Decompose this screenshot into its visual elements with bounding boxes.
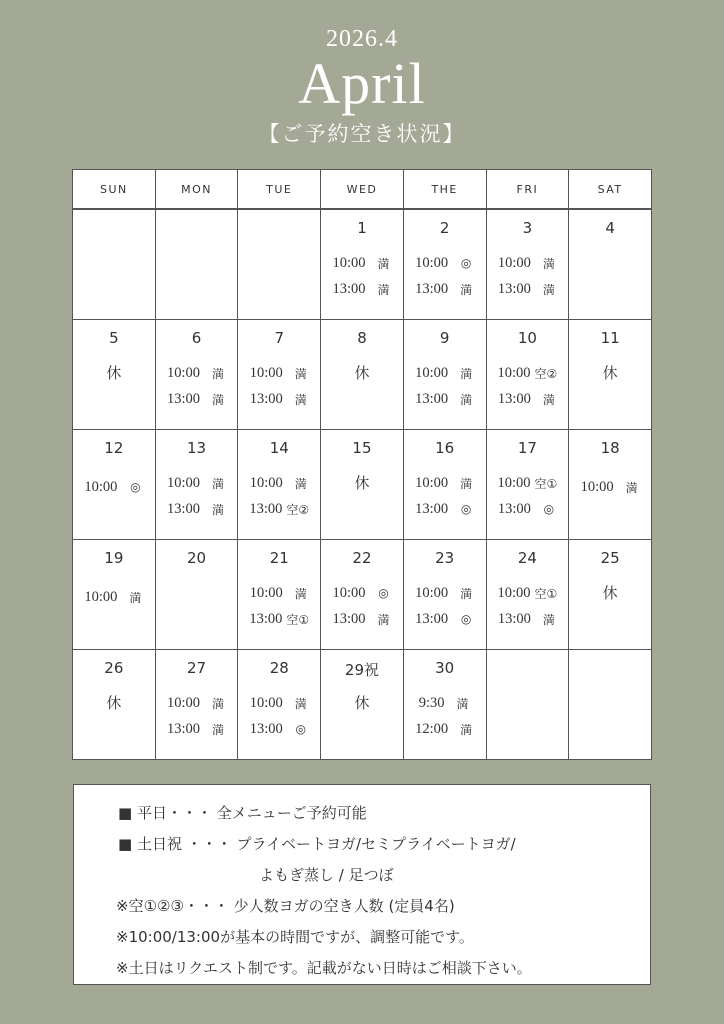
calendar-week-row xyxy=(73,209,652,320)
slot-time: 10:00 xyxy=(249,584,283,601)
time-slot xyxy=(73,584,155,610)
calendar-day-cell xyxy=(238,540,321,650)
day-number: 20 xyxy=(187,549,207,567)
slot-time: 10:00 xyxy=(167,694,201,711)
slot-status: 空② xyxy=(534,366,558,381)
slot-status: 満 xyxy=(212,502,225,517)
time-slot-list xyxy=(238,470,320,522)
slot-status: 空① xyxy=(534,476,558,491)
time-slot xyxy=(404,386,486,412)
calendar-day-cell xyxy=(569,540,652,650)
slot-status: 満 xyxy=(294,366,307,381)
slot-status: 空② xyxy=(286,502,310,517)
month-title: April xyxy=(298,51,426,116)
slot-status: 満 xyxy=(460,476,473,491)
slot-status: ◎ xyxy=(460,612,472,626)
year-label: 2026.4 xyxy=(326,26,398,52)
time-slot xyxy=(487,276,569,302)
day-number: 15 xyxy=(352,439,372,457)
slot-time: 13:00 xyxy=(332,280,366,297)
slot-time: 10:00 xyxy=(415,584,449,601)
day-number: 14 xyxy=(269,439,289,457)
slot-status: 満 xyxy=(377,282,390,297)
day-number: 25 xyxy=(600,549,620,567)
slot-time: 13:00 xyxy=(497,610,531,627)
calendar-day-cell xyxy=(155,430,238,540)
time-slot-list xyxy=(156,470,238,522)
day-number: 6 xyxy=(191,329,202,347)
slot-time: 10:00 xyxy=(497,474,531,491)
slot-time: 13:00 xyxy=(497,280,531,297)
slot-status: 満 xyxy=(294,696,307,711)
day-number: 11 xyxy=(600,329,620,347)
calendar-day-cell xyxy=(155,320,238,430)
time-slot-list xyxy=(569,474,651,500)
calendar-week-row xyxy=(73,320,652,430)
slot-time: 10:00 xyxy=(415,364,449,381)
slot-status: 満 xyxy=(212,392,225,407)
day-number: 28 xyxy=(269,659,289,677)
time-slot xyxy=(487,470,569,496)
availability-subtitle: 【ご予約空き状況】 xyxy=(258,122,466,146)
slot-time: 10:00 xyxy=(84,478,118,495)
calendar-week-row xyxy=(73,430,652,540)
calendar-week-row xyxy=(73,540,652,650)
slot-time: 13:00 xyxy=(249,390,283,407)
slot-status: 満 xyxy=(212,722,225,737)
calendar-day-cell xyxy=(155,209,238,320)
slot-status: 満 xyxy=(542,392,555,407)
slot-time: 13:00 xyxy=(497,390,531,407)
slot-time: 10:00 xyxy=(249,474,283,491)
slot-time: 13:00 xyxy=(167,500,201,517)
time-slot xyxy=(404,690,486,716)
time-slot xyxy=(321,250,403,276)
slot-status: 満 xyxy=(460,282,473,297)
calendar-day-cell xyxy=(73,209,156,320)
calendar-day-cell xyxy=(486,540,569,650)
time-slot xyxy=(156,386,238,412)
day-number: 13 xyxy=(187,439,207,457)
time-slot-list xyxy=(487,580,569,632)
time-slot xyxy=(404,496,486,522)
time-slot xyxy=(238,496,320,522)
time-slot-list xyxy=(404,470,486,522)
slot-status: 空① xyxy=(534,586,558,601)
slot-time: 10:00 xyxy=(167,474,201,491)
slot-status: 空① xyxy=(286,612,310,627)
time-slot xyxy=(238,716,320,742)
slot-time: 9:30 xyxy=(418,694,445,711)
slot-status: 満 xyxy=(460,392,473,407)
time-slot-list xyxy=(487,360,569,412)
time-slot xyxy=(487,580,569,606)
weekday-sat: SAT xyxy=(569,170,652,210)
calendar-day-cell xyxy=(321,650,404,760)
slot-status: ◎ xyxy=(543,502,555,516)
slot-time: 13:00 xyxy=(415,280,449,297)
calendar-day-cell xyxy=(321,430,404,540)
time-slot xyxy=(156,360,238,386)
slot-time: 10:00 xyxy=(580,478,614,495)
calendar-day-cell xyxy=(238,320,321,430)
time-slot xyxy=(487,496,569,522)
day-number: 26 xyxy=(104,659,124,677)
calendar-day-cell xyxy=(403,430,486,540)
time-slot xyxy=(156,496,238,522)
note-time-adjust: ※10:00/13:00が基本の時間ですが、調整可能です。 xyxy=(116,928,474,946)
note-availability-legend: ※空①②③・・・ 少人数ヨガの空き人数 (定員4名) xyxy=(116,897,455,915)
slot-status: ◎ xyxy=(460,256,472,270)
slot-status: 満 xyxy=(542,612,555,627)
time-slot-list xyxy=(487,470,569,522)
calendar-day-cell xyxy=(238,209,321,320)
time-slot-list xyxy=(73,474,155,500)
time-slot xyxy=(238,606,320,632)
slot-time: 10:00 xyxy=(167,364,201,381)
note-weekend-request: ※土日はリクエスト制です。記載がない日時はご相談下さい。 xyxy=(116,959,532,977)
slot-status: ◎ xyxy=(378,586,389,600)
time-slot xyxy=(156,470,238,496)
calendar-day-cell xyxy=(486,209,569,320)
slot-status: 満 xyxy=(625,480,638,495)
calendar-day-cell xyxy=(155,540,238,650)
day-number: 17 xyxy=(517,439,537,457)
day-number: 30 xyxy=(435,659,455,677)
weekday-wed: WED xyxy=(321,170,404,210)
day-number: 9 xyxy=(439,329,450,347)
time-slot xyxy=(321,580,403,606)
day-number: 21 xyxy=(269,549,289,567)
day-number: 27 xyxy=(187,659,207,677)
time-slot xyxy=(404,470,486,496)
slot-time: 10:00 xyxy=(249,694,283,711)
closed-day-label: 休 xyxy=(602,584,618,602)
calendar-day-cell xyxy=(73,540,156,650)
day-number: 19 xyxy=(104,549,124,567)
slot-time: 10:00 xyxy=(249,364,283,381)
weekday-mon: MON xyxy=(155,170,238,210)
closed-day-label: 休 xyxy=(602,364,618,382)
day-number: 1 xyxy=(357,219,367,237)
calendar-table xyxy=(72,169,652,760)
slot-time: 13:00 xyxy=(249,610,283,627)
slot-status: 満 xyxy=(212,696,225,711)
time-slot-list xyxy=(404,360,486,412)
time-slot-list xyxy=(321,580,403,632)
slot-status: 満 xyxy=(377,612,390,627)
day-number: 2 xyxy=(439,219,450,237)
calendar-day-cell xyxy=(486,320,569,430)
slot-time: 13:00 xyxy=(332,610,366,627)
weekday-sun: SUN xyxy=(73,170,156,210)
slot-status: 満 xyxy=(542,256,555,271)
closed-day-label: 休 xyxy=(354,474,370,492)
slot-status: 満 xyxy=(456,696,469,711)
slot-time: 12:00 xyxy=(415,720,449,737)
time-slot xyxy=(404,360,486,386)
slot-status: 満 xyxy=(460,722,473,737)
note-weekend-menu: よもぎ蒸し / 足つぼ xyxy=(259,866,394,884)
slot-status: 満 xyxy=(377,256,390,271)
day-number: 16 xyxy=(435,439,455,457)
day-number: 18 xyxy=(600,439,620,457)
day-number: 12 xyxy=(104,439,124,457)
time-slot xyxy=(487,360,569,386)
day-number: 5 xyxy=(109,329,119,347)
time-slot-list xyxy=(404,690,486,742)
time-slot xyxy=(238,580,320,606)
time-slot xyxy=(404,716,486,742)
slot-time: 10:00 xyxy=(497,364,531,381)
notes-box xyxy=(73,784,651,985)
slot-time: 13:00 xyxy=(415,500,449,517)
slot-time: 10:00 xyxy=(415,474,449,491)
calendar-body xyxy=(73,209,652,760)
day-number: 10 xyxy=(517,329,537,347)
time-slot-list xyxy=(487,250,569,302)
time-slot xyxy=(404,580,486,606)
slot-status: 満 xyxy=(212,476,225,491)
time-slot xyxy=(156,690,238,716)
closed-day-label: 休 xyxy=(106,364,122,382)
time-slot xyxy=(487,606,569,632)
slot-status: 満 xyxy=(460,586,473,601)
time-slot xyxy=(404,250,486,276)
closed-day-label: 休 xyxy=(106,694,122,712)
time-slot xyxy=(321,276,403,302)
slot-time: 13:00 xyxy=(249,720,283,737)
calendar-day-cell xyxy=(321,320,404,430)
slot-status: 満 xyxy=(542,282,555,297)
time-slot-list xyxy=(73,584,155,610)
time-slot-list xyxy=(238,690,320,742)
time-slot xyxy=(73,474,155,500)
calendar-day-cell xyxy=(73,650,156,760)
note-weekday: ■ 平日・・・ 全メニューご予約可能 xyxy=(118,804,367,822)
time-slot xyxy=(238,690,320,716)
slot-time: 10:00 xyxy=(415,254,449,271)
slot-time: 13:00 xyxy=(167,390,201,407)
slot-status: 満 xyxy=(129,590,142,605)
time-slot-list xyxy=(404,580,486,632)
day-number: 22 xyxy=(352,549,372,567)
calendar-day-cell xyxy=(403,650,486,760)
time-slot xyxy=(404,276,486,302)
day-number: 3 xyxy=(522,219,533,237)
day-number: 8 xyxy=(357,329,367,347)
slot-time: 10:00 xyxy=(332,584,366,601)
weekday-header-row xyxy=(73,170,652,210)
time-slot xyxy=(238,360,320,386)
calendar-day-cell xyxy=(569,320,652,430)
calendar-day-cell xyxy=(73,320,156,430)
time-slot xyxy=(487,386,569,412)
slot-time: 10:00 xyxy=(84,588,118,605)
calendar-day-cell xyxy=(486,430,569,540)
slot-status: ◎ xyxy=(460,502,472,516)
time-slot xyxy=(156,716,238,742)
calendar-day-cell xyxy=(569,209,652,320)
calendar-day-cell xyxy=(238,430,321,540)
time-slot-list xyxy=(321,250,403,302)
slot-time: 13:00 xyxy=(249,500,283,517)
slot-status: 満 xyxy=(212,366,225,381)
time-slot xyxy=(569,474,651,500)
calendar-day-cell xyxy=(321,540,404,650)
time-slot xyxy=(404,606,486,632)
calendar-day-cell xyxy=(486,650,569,760)
slot-time: 10:00 xyxy=(497,254,531,271)
calendar-day-cell xyxy=(238,650,321,760)
time-slot-list xyxy=(156,690,238,742)
weekday-fri: FRI xyxy=(486,170,569,210)
slot-status: 満 xyxy=(294,476,307,491)
note-weekend: ■ 土日祝 ・・・ プライベートヨガ/セミプライベートヨガ/ xyxy=(118,835,516,853)
time-slot-list xyxy=(404,250,486,302)
calendar-day-cell xyxy=(403,320,486,430)
time-slot-list xyxy=(156,360,238,412)
slot-status: 満 xyxy=(294,392,307,407)
slot-status: ◎ xyxy=(295,722,306,736)
time-slot xyxy=(238,386,320,412)
calendar-day-cell xyxy=(321,209,404,320)
time-slot-list xyxy=(238,360,320,412)
calendar-day-cell xyxy=(155,650,238,760)
closed-day-label: 休 xyxy=(354,364,370,382)
slot-time: 13:00 xyxy=(497,500,531,517)
slot-status: ◎ xyxy=(130,480,141,494)
slot-status: 満 xyxy=(294,586,307,601)
closed-day-label: 休 xyxy=(354,694,370,712)
day-number: 24 xyxy=(517,549,537,567)
weekday-tue: TUE xyxy=(238,170,321,210)
day-number: 29祝 xyxy=(344,661,379,679)
slot-time: 13:00 xyxy=(167,720,201,737)
weekday-thu: THE xyxy=(403,170,486,210)
calendar-day-cell xyxy=(569,430,652,540)
time-slot xyxy=(321,606,403,632)
calendar-day-cell xyxy=(403,540,486,650)
time-slot xyxy=(238,470,320,496)
day-number: 4 xyxy=(605,219,615,237)
calendar-day-cell xyxy=(73,430,156,540)
day-number: 23 xyxy=(435,549,455,567)
calendar-week-row xyxy=(73,650,652,760)
slot-time: 10:00 xyxy=(497,584,531,601)
day-number: 7 xyxy=(274,329,285,347)
slot-time: 13:00 xyxy=(415,390,449,407)
slot-time: 10:00 xyxy=(332,254,366,271)
calendar-day-cell xyxy=(569,650,652,760)
slot-time: 13:00 xyxy=(415,610,449,627)
calendar-day-cell xyxy=(403,209,486,320)
time-slot-list xyxy=(238,580,320,632)
time-slot xyxy=(487,250,569,276)
slot-status: 満 xyxy=(460,366,473,381)
